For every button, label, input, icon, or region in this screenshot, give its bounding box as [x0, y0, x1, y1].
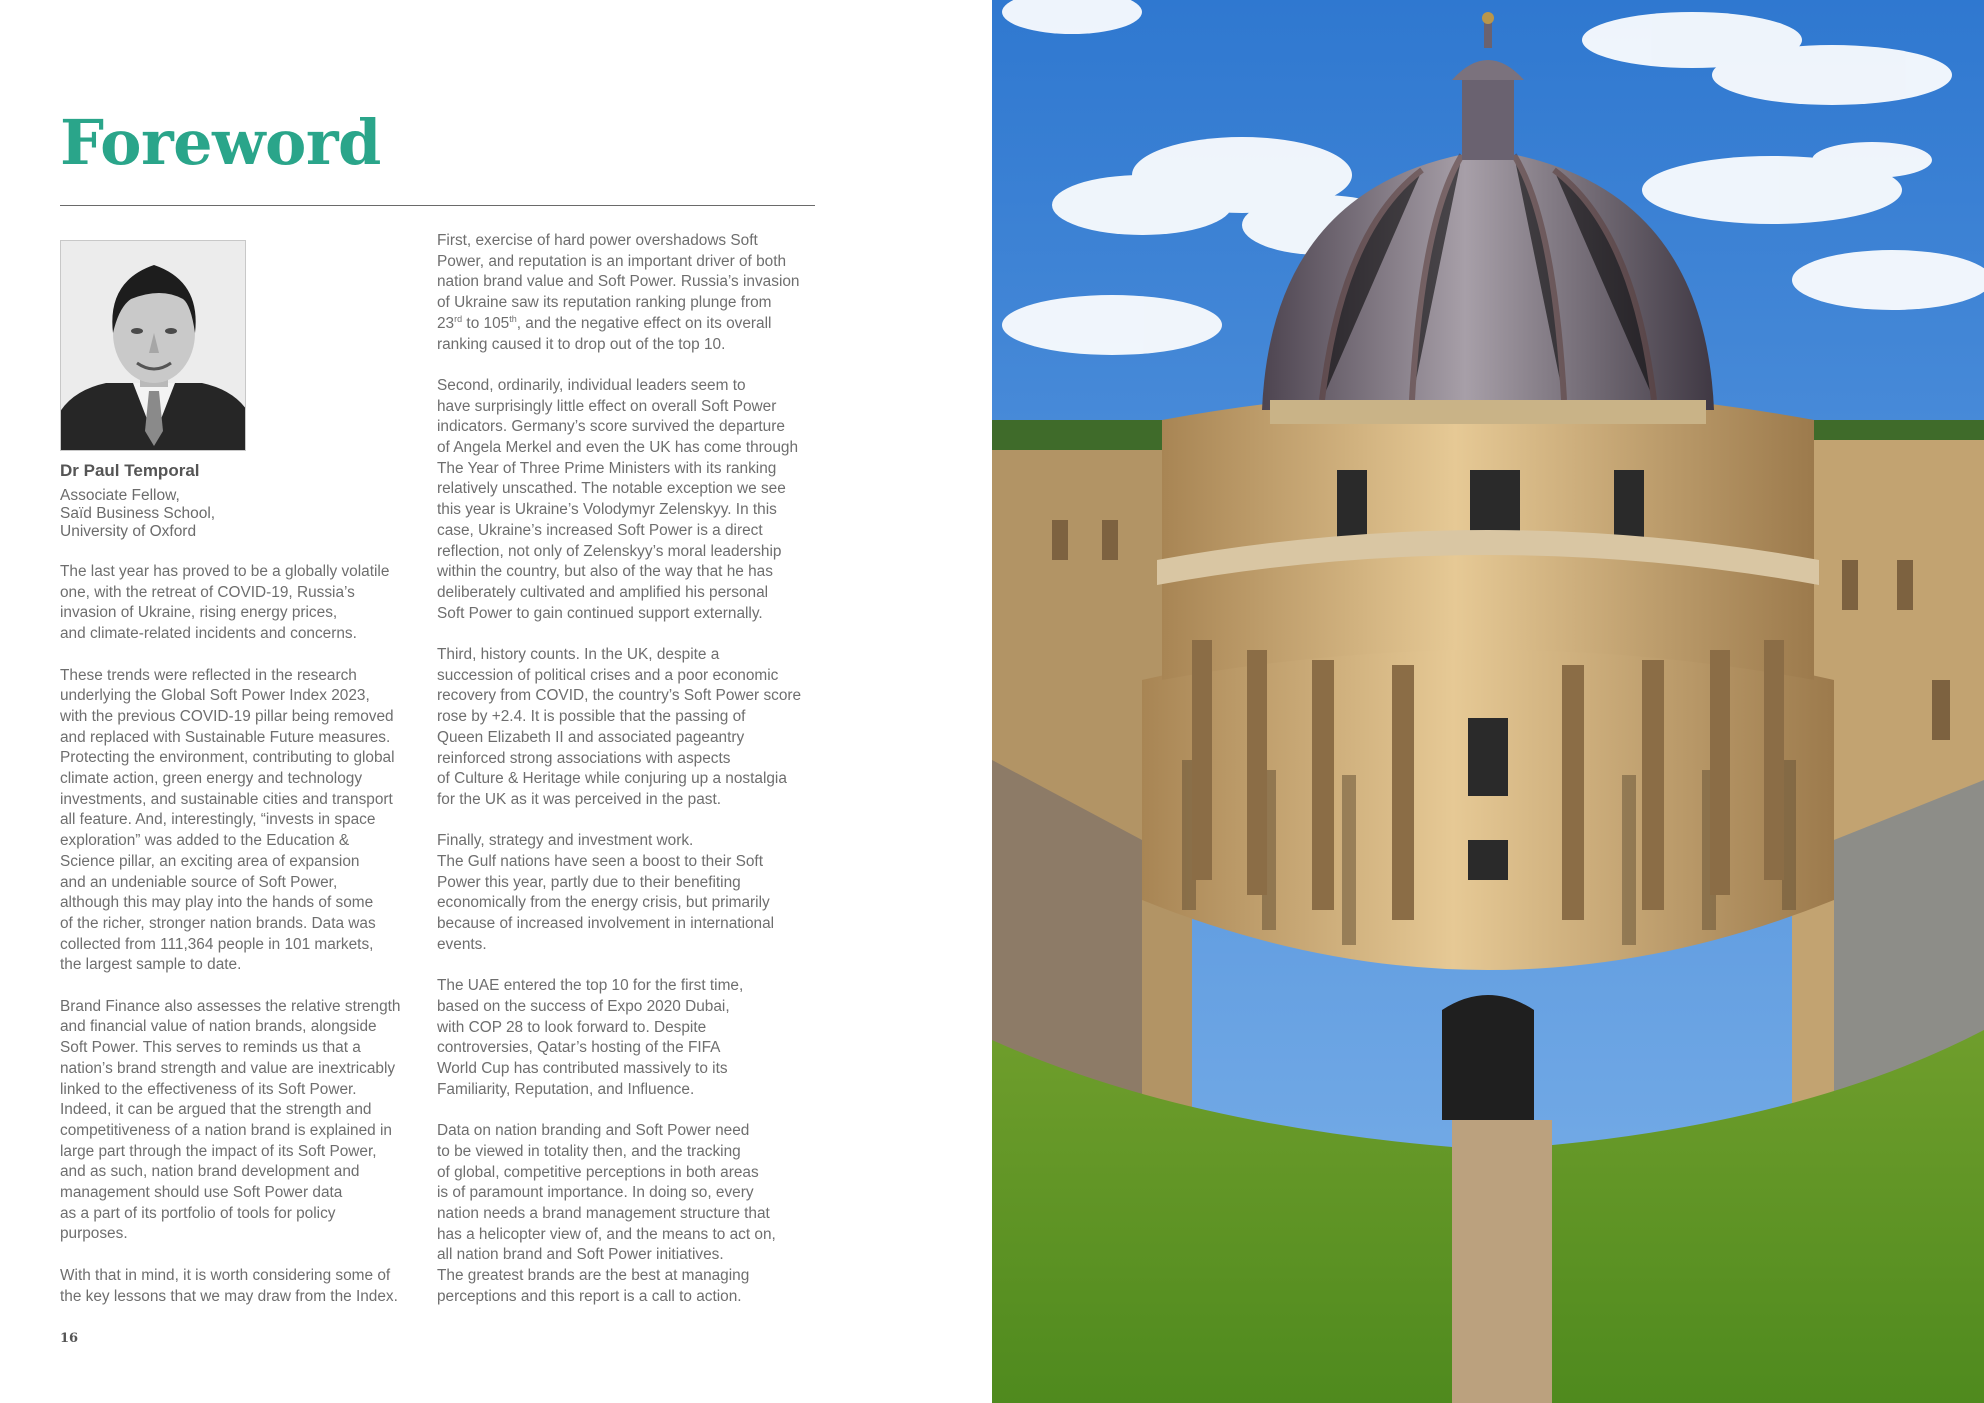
text-line: case, Ukraine’s increased Soft Power is a direct: [437, 521, 763, 539]
text-line: Brand Finance also assesses the relative strength: [60, 997, 401, 1015]
text-line: First, exercise of hard power overshadows Soft: [437, 232, 758, 249]
text-line: management should use Soft Power data: [60, 1184, 343, 1202]
portrait-illustration: [61, 241, 246, 451]
text-line: of global, competitive perceptions in both areas: [437, 1163, 759, 1181]
foreword-column-right: [437, 231, 817, 1328]
text-line: Soft Power. This serves to reminds us that a: [60, 1039, 361, 1057]
rank-rest: , and the negative effect on its overall: [516, 314, 772, 332]
text-line: reflection, not only of Zelenskyy’s moral leadership: [437, 542, 782, 560]
text-line: climate action, green energy and technology: [60, 770, 363, 788]
author-role-line: University of Oxford: [60, 523, 197, 540]
text-line: nation needs a brand management structure that: [437, 1204, 770, 1222]
text-line: These trends were reflected in the research: [60, 666, 357, 684]
text-line: competitiveness of a nation brand is explained in: [60, 1121, 392, 1139]
paragraph: [437, 831, 817, 955]
text-line: Finally, strategy and investment work.: [437, 832, 694, 850]
text-line: and replaced with Sustainable Future measures.: [60, 728, 391, 746]
text-line: one, with the retreat of COVID-19, Russia’s: [60, 583, 355, 601]
text-line: of Angela Merkel and even the UK has come through: [437, 439, 799, 457]
paragraph-hard-power: [437, 231, 817, 355]
text-line: controversies, Qatar’s hosting of the FIFA: [437, 1039, 721, 1057]
text-line: The last year has proved to be a globally volatile: [60, 563, 390, 580]
text-line: Third, history counts. In the UK, despite a: [437, 646, 720, 664]
text-line: within the country, but also of the way that he has: [437, 563, 773, 581]
text-line: events.: [437, 935, 487, 953]
text-line: Queen Elizabeth II and associated pageantry: [437, 728, 745, 746]
text-line: With that in mind, it is worth considering some of: [60, 1266, 391, 1284]
text-line: invasion of Ukraine, rising energy prices,: [60, 604, 338, 622]
rank-to-suffix: th: [509, 313, 517, 324]
text-line: World Cup has contributed massively to its: [437, 1060, 728, 1078]
text-line: investments, and sustainable cities and transport: [60, 790, 393, 808]
text-line: Familiarity, Reputation, and Influence.: [437, 1080, 695, 1098]
text-line: of Culture & Heritage while conjuring up a nostalgia: [437, 770, 787, 788]
rank-from-suffix: rd: [454, 313, 463, 324]
text-line: with the previous COVID-19 pillar being removed: [60, 707, 394, 725]
author-role-line: Saïd Business School,: [60, 505, 216, 522]
text-line: large part through the impact of its Soft Power,: [60, 1142, 377, 1160]
text-line: to be viewed in totality then, and the tracking: [437, 1142, 741, 1160]
foreword-column-left: [60, 562, 420, 1328]
page-title: Foreword: [60, 106, 381, 179]
text-line: exploration” was added to the Education &: [60, 832, 350, 850]
building-illustration: [992, 0, 1984, 1403]
paragraph: [60, 1266, 420, 1307]
text-line: recovery from COVID, the country’s Soft Power score: [437, 687, 802, 705]
paragraph: [437, 376, 817, 624]
text-line: the largest sample to date.: [60, 956, 242, 974]
text-line: Indeed, it can be argued that the strength and: [60, 1101, 372, 1119]
page-number: 16: [60, 1331, 79, 1346]
text-line: The Gulf nations have seen a boost to their Soft: [437, 853, 763, 871]
text-line: and an undeniable source of Soft Power,: [60, 873, 338, 891]
title-divider: [60, 205, 815, 206]
rank-from: 23: [437, 314, 455, 332]
text-line: with COP 28 to look forward to. Despite: [437, 1018, 707, 1036]
paragraph: [437, 645, 817, 811]
text-line: because of increased involvement in international: [437, 915, 775, 933]
text-line: Power this year, partly due to their benefiting: [437, 873, 741, 891]
paragraph: [60, 997, 420, 1245]
rank-to: to 105: [462, 314, 510, 332]
text-line: linked to the effectiveness of its Soft Power.: [60, 1080, 357, 1098]
text-line: Soft Power to gain continued support externally.: [437, 604, 763, 622]
paragraph: [437, 1121, 817, 1307]
paragraph: [60, 562, 420, 645]
text-line: underlying the Global Soft Power Index 2023,: [60, 687, 370, 705]
text-line: purposes.: [60, 1225, 128, 1243]
text-line: perceptions and this report is a call to action.: [437, 1287, 742, 1305]
text-line: indicators. Germany’s score survived the departure: [437, 418, 785, 436]
text-line: deliberately cultivated and amplified his personal: [437, 583, 769, 601]
text-line: and financial value of nation brands, alongside: [60, 1018, 377, 1036]
text-line: rose by +2.4. It is possible that the passing of: [437, 708, 746, 726]
text-line-ranking: [437, 314, 817, 335]
radcliffe-camera-photo: [992, 0, 1984, 1403]
text-line: relatively unscathed. The notable exception we see: [437, 480, 786, 498]
text-line: economically from the energy crisis, but primarily: [437, 894, 770, 912]
text-line: The UAE entered the top 10 for the first time,: [437, 977, 744, 995]
paragraph: [60, 666, 420, 977]
text-line: The greatest brands are the best at managing: [437, 1267, 750, 1285]
author-name: Dr Paul Temporal: [60, 461, 200, 480]
text-line: succession of political crises and a poor economic: [437, 666, 779, 684]
text-line: nation’s brand strength and value are inextricably: [60, 1059, 396, 1077]
text-line: this year is Ukraine’s Volodymyr Zelenskyy. In this: [437, 501, 777, 519]
text-line: Data on nation branding and Soft Power need: [437, 1122, 750, 1140]
text-line: have surprisingly little effect on overall Soft Power: [437, 397, 777, 415]
text-line: of the richer, stronger nation brands. Data was: [60, 914, 376, 932]
text-line: collected from 111,364 people in 101 markets,: [60, 935, 374, 953]
paragraph: [437, 976, 817, 1100]
text-line: as a part of its portfolio of tools for policy: [60, 1204, 336, 1222]
text-line: and as such, nation brand development and: [60, 1163, 360, 1181]
text-line: has a helicopter view of, and the means to act on,: [437, 1225, 776, 1243]
author-role-line: Associate Fellow,: [60, 487, 180, 504]
text-line: of Ukraine saw its reputation ranking plunge from: [437, 294, 772, 312]
text-line: for the UK as it was perceived in the past.: [437, 790, 722, 808]
text-line: based on the success of Expo 2020 Dubai,: [437, 997, 730, 1015]
text-line: Science pillar, an exciting area of expansion: [60, 852, 360, 870]
text-line: Protecting the environment, contributing to global: [60, 749, 395, 767]
author-portrait: [60, 240, 246, 451]
text-line: Power, and reputation is an important driver of both: [437, 252, 787, 270]
text-line: is of paramount importance. In doing so, every: [437, 1184, 754, 1202]
text-line: The Year of Three Prime Ministers with its ranking: [437, 459, 777, 477]
text-line: the key lessons that we may draw from the Index.: [60, 1287, 398, 1305]
text-line: all feature. And, interestingly, “invests in space: [60, 811, 376, 829]
text-line: Second, ordinarily, individual leaders seem to: [437, 376, 746, 394]
text-line: reinforced strong associations with aspects: [437, 749, 731, 767]
author-affiliation: [60, 487, 215, 541]
text-line: and climate-related incidents and concerns.: [60, 625, 357, 643]
text-line: although this may play into the hands of some: [60, 894, 374, 912]
text-line: ranking caused it to drop out of the top 10.: [437, 335, 726, 353]
text-line: all nation brand and Soft Power initiatives.: [437, 1246, 724, 1264]
text-line: nation brand value and Soft Power. Russia’s invasion: [437, 273, 800, 291]
